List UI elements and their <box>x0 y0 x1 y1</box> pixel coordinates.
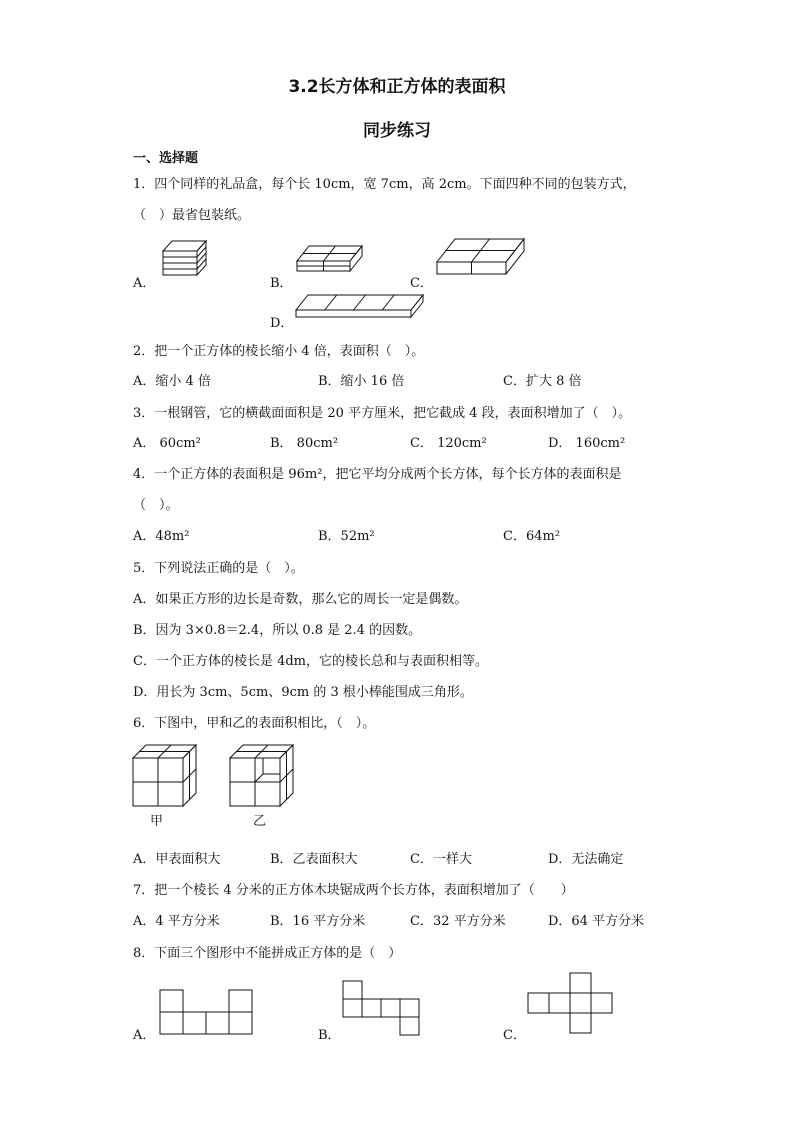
question-5-stem: 5．下列说法正确的是（ ）。 <box>133 561 304 576</box>
option-c[interactable]: C．32 平方分米 <box>410 914 506 929</box>
stacked-boxes-figure <box>160 238 210 280</box>
option-d[interactable]: D．用长为 3cm、5cm、9cm 的 3 根小棒能围成三角形。 <box>133 685 473 700</box>
option-c[interactable]: C．64m² <box>503 529 561 544</box>
option-c[interactable]: C． <box>503 1028 526 1043</box>
question-8-stem: 8．下面三个图形中不能拼成正方体的是（ ） <box>133 946 402 961</box>
option-c[interactable]: C． <box>410 276 433 291</box>
cube-jia-figure <box>130 740 202 810</box>
four-in-a-row-figure <box>293 292 427 322</box>
option-d[interactable]: D．无法确定 <box>548 852 624 867</box>
question-7-stem: 7．把一个棱长 4 分米的正方体木块锯成两个长方体，表面积增加了（ ） <box>133 883 574 898</box>
option-a[interactable]: A． <box>133 1028 156 1043</box>
option-b[interactable]: B．52m² <box>318 529 375 544</box>
question-4-stem-cont: （ ）。 <box>133 498 179 513</box>
option-a[interactable]: A．4 平方分米 <box>133 914 220 929</box>
option-a[interactable]: A． <box>133 276 156 291</box>
page-subtitle: 同步练习 <box>363 121 431 141</box>
question-3-stem: 3．一根钢管，它的横截面面积是 20 平方厘米，把它截成 4 段，表面积增加了（ ）。 <box>133 406 632 421</box>
option-d[interactable]: D． 160cm² <box>548 436 626 451</box>
option-b[interactable]: B．乙表面积大 <box>270 852 358 867</box>
option-a[interactable]: A．如果正方形的边长是奇数，那么它的周长一定是偶数。 <box>133 592 468 607</box>
two-by-two-wide-figure <box>434 236 528 278</box>
option-a[interactable]: A．甲表面积大 <box>133 852 221 867</box>
two-by-two-flat-figure <box>294 243 364 275</box>
option-a[interactable]: A．缩小 4 倍 <box>133 374 211 389</box>
page-title: 3.2长方体和正方体的表面积 <box>288 77 506 97</box>
option-c[interactable]: C．一个正方体的棱长是 4dm，它的棱长总和与表面积相等。 <box>133 654 488 669</box>
option-b[interactable]: B． 80cm² <box>270 436 339 451</box>
question-1-stem: 1．四个同样的礼品盒，每个长 10cm，宽 7cm，高 2cm。下面四种不同的包装方式， <box>133 177 636 192</box>
question-1-stem-cont: （ ）最省包装纸。 <box>133 208 251 223</box>
option-b[interactable]: B． <box>318 1028 341 1043</box>
option-d[interactable]: D． <box>270 316 294 331</box>
option-c[interactable]: C．一样大 <box>410 852 472 867</box>
question-2-stem: 2．把一个正方体的棱长缩小 4 倍，表面积（ ）。 <box>133 344 425 359</box>
option-b[interactable]: B．16 平方分米 <box>270 914 366 929</box>
net-b-figure <box>342 980 422 1036</box>
option-a[interactable]: A．48m² <box>133 529 190 544</box>
option-c[interactable]: C．扩大 8 倍 <box>503 374 582 389</box>
label-jia: 甲 <box>150 814 164 829</box>
option-b[interactable]: B．因为 3×0.8＝2.4，所以 0.8 是 2.4 的因数。 <box>133 623 422 638</box>
option-a[interactable]: A． 60cm² <box>133 436 201 451</box>
question-6-stem: 6．下图中，甲和乙的表面积相比，（ ）。 <box>133 716 376 731</box>
cube-yi-figure <box>227 740 299 810</box>
net-c-figure <box>527 972 615 1036</box>
option-b[interactable]: B．缩小 16 倍 <box>318 374 405 389</box>
label-yi: 乙 <box>253 814 267 829</box>
option-c[interactable]: C． 120cm² <box>410 436 487 451</box>
option-b[interactable]: B． <box>270 276 293 291</box>
option-d[interactable]: D．64 平方分米 <box>548 914 645 929</box>
section-heading: 一、选择题 <box>133 151 199 166</box>
net-a-figure <box>159 989 255 1037</box>
question-4-stem: 4．一个正方体的表面积是 96m²，把它平均分成两个长方体，每个长方体的表面积是 <box>133 467 622 482</box>
